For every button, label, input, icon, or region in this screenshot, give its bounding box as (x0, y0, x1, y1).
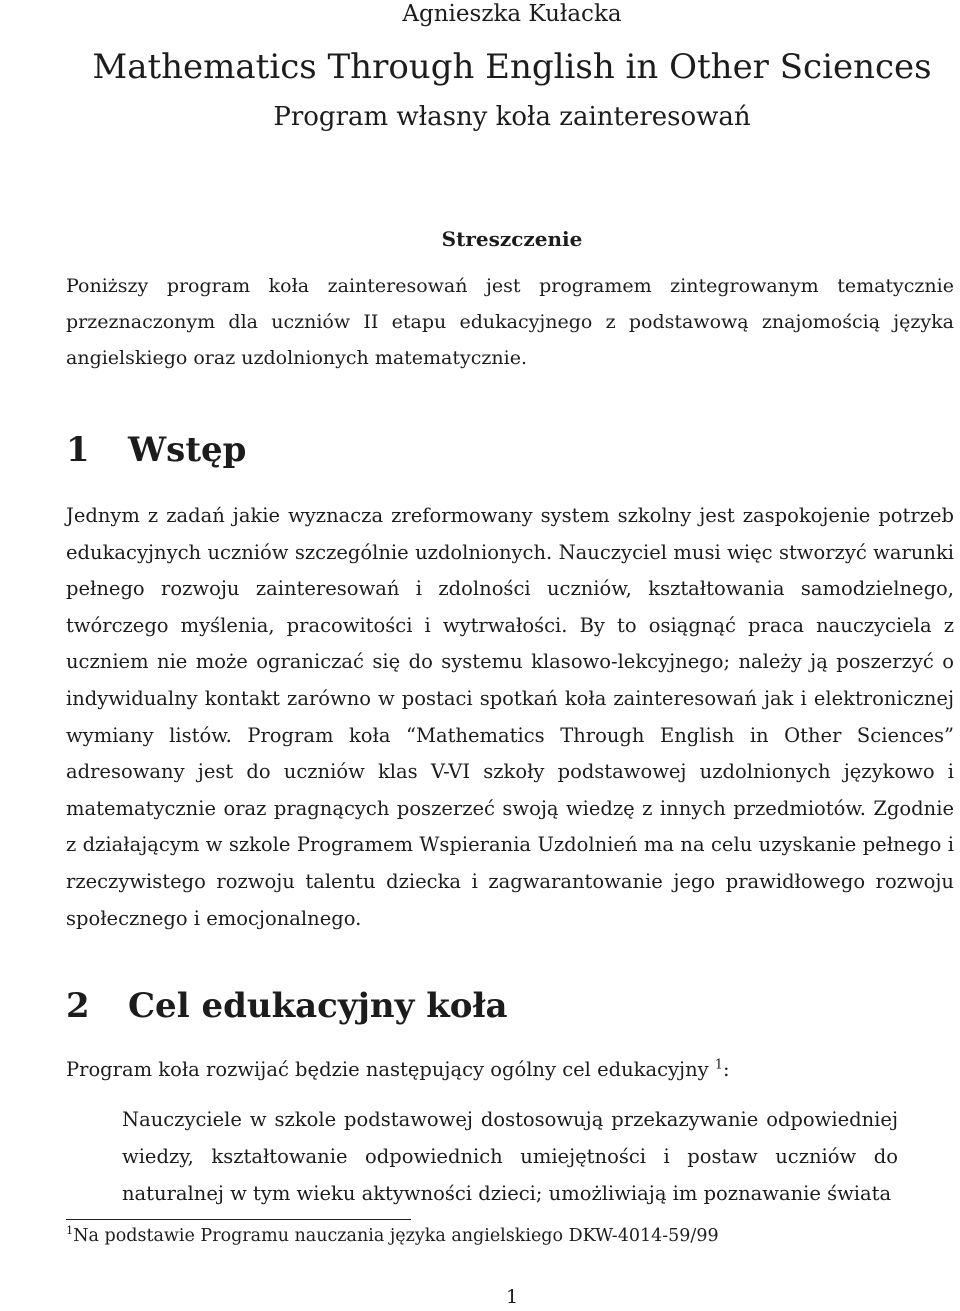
section-title: Wstęp (128, 430, 247, 470)
footnote-reference[interactable]: 1 (714, 1056, 723, 1072)
author-name: Agnieszka Kułacka (402, 1, 622, 27)
paper-subtitle: Program własny koła zainteresowań (273, 102, 751, 132)
abstract-text: Poniższy program koła zainteresowań jest programem zintegrowanym tematycznie przeznaczonym dla uczniów II etapu edukacyjnego z podstawową znajomością języka angielskiego oraz uzdolnionych matematycznie. (66, 275, 954, 369)
abstract-heading: Streszczenie (441, 227, 583, 251)
page-number: 1 (505, 1286, 519, 1308)
goal-paragraph (66, 1052, 954, 1089)
goal-paragraph-colon: : (722, 1058, 730, 1081)
footnote (66, 1224, 954, 1248)
goal-paragraph-text: Program koła rozwijać będzie następujący ogólny cel edukacyjny (66, 1058, 709, 1081)
section-heading-goal (66, 984, 508, 1028)
intro-paragraph: Jednym z zadań jakie wyznacza zreformowany system szkolny jest zaspokojenie potrzeb edukacyjnych uczniów szczególnie uzdolnionych. Nauczyciel musi więc stworzyć warunki pełnego rozwoju zainteresowań i zdolności uczniów, kształtowania samodzielnego, twórczego myślenia, pracowitości i wytrwałości. By to osiągnąć praca nauczyciela z uczniem nie może ograniczać się do systemu klasowo-lekcyjnego; należy ją poszerzyć o indywidualny kontakt zarówno w postaci spotkań koła zainteresowań jak i elektronicznej wymiany listów. Program koła “Mathematics Through English in Other Sciences” adresowany jest do uczniów klas V-VI szkoły podstawowej uzdolnionych językowo i matematycznie oraz pragnących poszerzeć swoją wiedzę z innych przedmiotów. Zgodnie z działającym w szkole Programem Wspierania Uzdolnień ma na celu uzyskanie pełnego i rzeczywistego rozwoju talentu dziecka i zagwarantowanie jego prawidłowego rozwoju społecznego i emocjonalnego. (66, 504, 954, 930)
paper-title: Mathematics Through English in Other Sciences (92, 47, 932, 87)
section-number: 1 (66, 430, 90, 470)
section-title: Cel edukacyjny koła (128, 986, 508, 1026)
section-number: 2 (66, 986, 90, 1026)
goal-quote: Nauczyciele w szkole podstawowej dostosowują przekazywanie odpowiedniej wiedzy, kształtowanie odpowiednich umiejętności i postaw uczniów do naturalnej w tym wieku aktywności dzieci; umożliwiają im poznawanie świata (122, 1108, 898, 1205)
section-heading-intro (66, 428, 246, 472)
footnote-text: Na podstawie Programu nauczania języka angielskiego DKW-4014-59/99 (73, 1226, 719, 1246)
footnote-mark: 1 (66, 1223, 74, 1238)
footnote-divider (66, 1219, 411, 1220)
